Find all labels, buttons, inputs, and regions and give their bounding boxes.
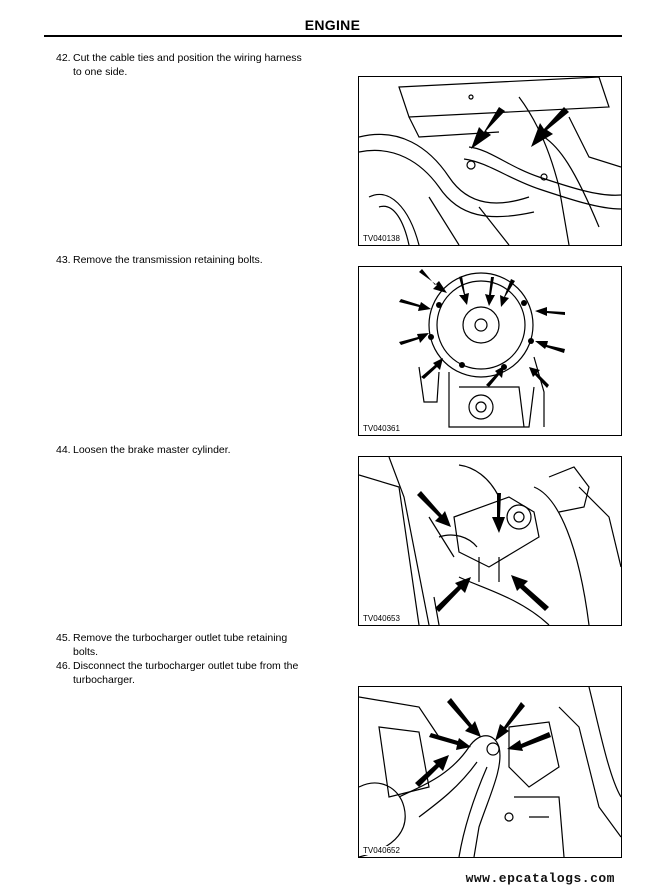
step-text-continued: turbocharger. (73, 673, 135, 686)
step-46 (56, 660, 328, 687)
step-text: Loosen the brake master cylinder. (73, 444, 231, 456)
figure-code: TV040361 (363, 424, 400, 433)
figure-code: TV040653 (363, 614, 400, 623)
step-text-continued: to one side. (73, 65, 128, 78)
transmission-bolts-illustration (359, 267, 621, 435)
step-text: Remove the turbocharger outlet tube retaining (73, 632, 288, 644)
step-text-continued: bolts. (73, 645, 99, 658)
step-number: 45. (56, 632, 71, 644)
brake-master-cylinder-illustration (359, 457, 621, 625)
figure-transmission-bolts (358, 266, 622, 436)
step-number: 44. (56, 444, 71, 456)
figure-code: TV040652 (363, 846, 400, 855)
turbocharger-illustration (359, 687, 621, 857)
wiring-harness-illustration (359, 77, 621, 245)
step-number: 46. (56, 660, 71, 672)
figure-wiring-harness (358, 76, 622, 246)
step-44 (56, 444, 328, 458)
step-number: 42. (56, 52, 71, 64)
step-text: Disconnect the turbocharger outlet tube from the (73, 660, 299, 672)
figure-code: TV040138 (363, 234, 400, 243)
step-text: Remove the transmission retaining bolts. (73, 254, 263, 266)
header-divider (44, 35, 622, 37)
figure-turbocharger-outlet-tube (358, 686, 622, 858)
step-number: 43. (56, 254, 71, 266)
page-title: ENGINE (304, 17, 361, 33)
step-45 (56, 632, 328, 659)
step-text: Cut the cable ties and position the wiring harness (73, 52, 302, 64)
step-43 (56, 254, 328, 268)
figure-brake-master-cylinder (358, 456, 622, 626)
footer-url: www.epcatalogs.com (465, 871, 615, 886)
step-42 (56, 52, 328, 79)
